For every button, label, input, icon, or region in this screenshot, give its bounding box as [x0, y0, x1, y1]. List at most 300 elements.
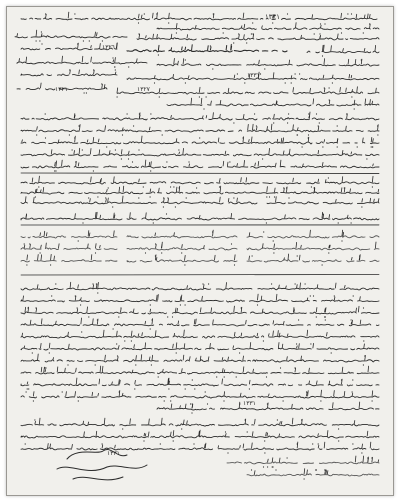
ascender-stroke: [240, 393, 241, 396]
diacritic-dot: [115, 149, 116, 150]
ascender-stroke: [278, 343, 279, 349]
ascender-stroke: [162, 418, 163, 424]
date-numeral: ١٣٣١: [107, 450, 120, 457]
ascender-stroke: [220, 197, 221, 202]
ascender-stroke: [300, 283, 301, 288]
diacritic-dot: [377, 134, 378, 135]
diacritic-dot: [128, 158, 129, 159]
diacritic-dot: [328, 177, 329, 178]
ascender-stroke: [151, 162, 152, 166]
ascender-stroke: [262, 26, 263, 28]
ascender-stroke: [200, 308, 201, 312]
ascender-stroke: [218, 446, 219, 448]
ascender-stroke: [243, 444, 244, 448]
ascender-stroke: [235, 255, 236, 260]
ascender-stroke: [123, 186, 124, 192]
diacritic-dot: [117, 355, 118, 356]
diacritic-dot: [45, 13, 46, 14]
diacritic-dot: [318, 443, 319, 444]
diacritic-dot: [41, 43, 42, 44]
ascender-stroke: [159, 89, 160, 93]
diacritic-dot: [119, 391, 120, 392]
ascender-stroke: [87, 140, 88, 142]
ascender-stroke: [171, 115, 172, 118]
ascender-stroke: [102, 366, 103, 372]
ascender-stroke: [103, 330, 104, 336]
ascender-stroke: [91, 46, 92, 49]
diacritic-dot: [234, 264, 235, 265]
ascender-stroke: [333, 403, 334, 408]
diacritic-dot: [263, 231, 264, 232]
ascender-stroke: [228, 88, 229, 92]
ascender-stroke: [378, 189, 379, 192]
ascender-stroke: [307, 470, 308, 474]
diacritic-dot: [199, 431, 200, 432]
ascender-stroke: [149, 357, 150, 360]
diacritic-dot: [233, 42, 234, 43]
ascender-stroke: [310, 88, 311, 92]
ascender-stroke: [171, 48, 172, 50]
ascender-stroke: [113, 60, 114, 62]
diacritic-dot: [41, 31, 42, 32]
ascender-stroke: [316, 308, 317, 313]
ascender-stroke: [25, 197, 26, 202]
diacritic-dot: [264, 440, 265, 441]
ascender-stroke: [348, 59, 349, 64]
ascender-stroke: [102, 84, 103, 88]
ascender-stroke: [347, 215, 348, 218]
ascender-stroke: [356, 14, 357, 18]
diacritic-dot: [297, 255, 298, 256]
diacritic-dot: [206, 96, 207, 97]
ascender-stroke: [153, 13, 154, 18]
diacritic-dot: [113, 328, 114, 329]
diacritic-dot: [324, 87, 325, 88]
diacritic-dot: [352, 443, 353, 444]
diacritic-dot: [320, 400, 321, 401]
ascender-stroke: [156, 258, 157, 261]
diacritic-dot: [185, 59, 186, 60]
diacritic-dot: [114, 66, 115, 67]
ascender-stroke: [269, 334, 270, 336]
ascender-stroke: [104, 85, 105, 89]
diacritic-dot: [233, 197, 234, 198]
diacritic-dot: [27, 388, 28, 389]
ascender-stroke: [220, 186, 221, 192]
ascender-stroke: [122, 196, 123, 202]
ascender-stroke: [220, 100, 221, 104]
diacritic-dot: [150, 304, 151, 305]
ascender-stroke: [108, 198, 109, 202]
diacritic-dot: [257, 304, 258, 305]
ascender-stroke: [276, 163, 277, 166]
ascender-stroke: [130, 419, 131, 424]
ascender-stroke: [196, 25, 197, 28]
diacritic-dot: [36, 40, 37, 41]
diacritic-dot: [138, 149, 139, 150]
ascender-stroke: [65, 368, 66, 372]
diacritic-dot: [295, 283, 296, 284]
ascender-stroke: [133, 309, 134, 312]
diacritic-dot: [329, 99, 330, 100]
ascender-stroke: [44, 367, 45, 372]
ascender-stroke: [99, 150, 100, 154]
ascender-stroke: [258, 294, 259, 300]
handwriting-line: [21, 166, 379, 168]
ascender-stroke: [322, 212, 323, 218]
diacritic-dot: [294, 367, 295, 368]
ascender-stroke: [336, 199, 337, 202]
ascender-stroke: [258, 161, 259, 166]
ascender-stroke: [292, 404, 293, 408]
ascender-stroke: [68, 12, 69, 18]
ascender-stroke: [187, 286, 188, 288]
ascender-stroke: [279, 285, 280, 288]
ascender-stroke: [173, 431, 174, 437]
date-numeral: ١٣٢١: [55, 86, 68, 93]
diacritic-dot: [319, 122, 320, 123]
ascender-stroke: [274, 244, 275, 248]
ascender-stroke: [96, 431, 97, 436]
ascender-stroke: [182, 47, 183, 50]
ascender-stroke: [88, 231, 89, 236]
diacritic-dot: [352, 379, 353, 380]
diacritic-dot: [247, 431, 248, 432]
ascender-stroke: [325, 470, 326, 474]
ascender-stroke: [226, 283, 227, 289]
ascender-stroke: [139, 34, 140, 38]
ascender-stroke: [184, 344, 185, 348]
ascender-stroke: [93, 137, 94, 142]
diacritic-dot: [168, 388, 169, 389]
diacritic-dot: [96, 283, 97, 284]
diacritic-dot: [369, 23, 370, 24]
ascender-stroke: [327, 471, 328, 474]
ascender-stroke: [289, 149, 290, 154]
diacritic-dot: [163, 197, 164, 198]
diacritic-dot: [229, 161, 230, 162]
ascender-stroke: [363, 138, 364, 142]
diacritic-dot: [32, 352, 33, 353]
diacritic-dot: [341, 379, 342, 380]
ascender-stroke: [78, 163, 79, 166]
handwriting-line: [127, 260, 237, 262]
ascender-stroke: [191, 98, 192, 104]
ascender-stroke: [371, 137, 372, 142]
ascender-stroke: [93, 285, 94, 288]
ascender-stroke: [105, 126, 106, 130]
diacritic-dot: [112, 57, 113, 58]
ascender-stroke: [231, 44, 232, 50]
diacritic-dot: [205, 391, 206, 392]
diacritic-dot: [75, 295, 76, 296]
ascender-stroke: [94, 70, 95, 74]
diacritic-dot: [316, 113, 317, 114]
date-numeral: ١٣٢٧: [137, 86, 150, 93]
diacritic-dot: [219, 186, 220, 187]
ascender-stroke: [163, 369, 164, 372]
diacritic-dot: [251, 33, 252, 34]
ascender-stroke: [157, 295, 158, 300]
ascender-stroke: [284, 188, 285, 192]
ascender-stroke: [23, 296, 24, 300]
ascender-stroke: [307, 392, 308, 396]
ascender-stroke: [43, 187, 44, 192]
diacritic-dot: [272, 22, 273, 23]
ascender-stroke: [59, 244, 60, 248]
diacritic-dot: [199, 96, 200, 97]
diacritic-dot: [55, 170, 56, 171]
ascender-stroke: [27, 382, 28, 384]
ascender-stroke: [234, 75, 235, 78]
diacritic-dot: [74, 13, 75, 14]
ascender-stroke: [362, 199, 363, 202]
ascender-stroke: [323, 75, 324, 78]
diacritic-dot: [190, 403, 191, 404]
ascender-stroke: [57, 367, 58, 372]
ascender-stroke: [37, 127, 38, 130]
ascender-stroke: [282, 344, 283, 348]
ascender-stroke: [196, 319, 197, 324]
ascender-stroke: [313, 343, 314, 348]
ascender-stroke: [324, 45, 325, 51]
diacritic-dot: [135, 364, 136, 365]
diacritic-dot: [34, 419, 35, 420]
ascender-stroke: [301, 245, 302, 248]
ascender-stroke: [134, 345, 135, 348]
ascender-stroke: [96, 244, 97, 248]
ascender-stroke: [100, 366, 101, 372]
ascender-stroke: [341, 188, 342, 192]
ascender-stroke: [296, 23, 297, 28]
ascender-stroke: [48, 444, 49, 449]
ascender-stroke: [308, 391, 309, 396]
handwriting-line: [157, 64, 379, 66]
ascender-stroke: [323, 214, 324, 218]
handwriting-line: [21, 202, 257, 204]
diacritic-dot: [82, 149, 83, 150]
diacritic-dot: [97, 319, 98, 320]
diacritic-dot: [163, 206, 164, 207]
diacritic-dot: [35, 196, 36, 197]
diacritic-dot: [75, 161, 76, 162]
ascender-stroke: [376, 88, 377, 92]
ascender-stroke: [62, 56, 63, 62]
diacritic-dot: [283, 187, 284, 188]
ascender-stroke: [70, 282, 71, 288]
ascender-stroke: [81, 298, 82, 300]
ascender-stroke: [252, 443, 253, 448]
ascender-stroke: [281, 421, 282, 424]
ascender-stroke: [354, 421, 355, 425]
ascender-stroke: [35, 421, 36, 424]
diacritic-dot: [26, 391, 27, 392]
diacritic-dot: [351, 96, 352, 97]
ascender-stroke: [318, 150, 319, 154]
ascender-stroke: [180, 406, 181, 408]
ascender-stroke: [373, 139, 374, 142]
diacritic-dot: [311, 186, 312, 187]
diacritic-dot: [143, 440, 144, 441]
diacritic-dot: [25, 443, 26, 444]
diacritic-dot: [132, 161, 133, 162]
ascender-stroke: [174, 233, 175, 236]
ascender-stroke: [123, 128, 124, 130]
ascender-stroke: [49, 343, 50, 348]
diacritic-dot: [151, 364, 152, 365]
ascender-stroke: [38, 354, 39, 360]
ascender-stroke: [368, 14, 369, 18]
ascender-stroke: [158, 295, 159, 301]
ascender-stroke: [225, 151, 226, 154]
diacritic-dot: [275, 469, 276, 470]
ascender-stroke: [299, 255, 300, 260]
handwriting-line: [21, 336, 379, 338]
ascender-stroke: [243, 13, 244, 18]
diacritic-dot: [156, 13, 157, 14]
diacritic-dot: [329, 87, 330, 88]
ascender-stroke: [287, 357, 288, 360]
diacritic-dot: [287, 122, 288, 123]
ascender-stroke: [181, 295, 182, 300]
ascender-stroke: [278, 331, 279, 337]
ascender-stroke: [115, 72, 116, 74]
diacritic-dot: [88, 316, 89, 317]
ascender-stroke: [98, 139, 99, 142]
ascender-stroke: [38, 255, 39, 261]
diacritic-dot: [246, 42, 247, 43]
ascender-stroke: [208, 357, 209, 360]
ascender-stroke: [177, 308, 178, 312]
underline-rule: [21, 173, 379, 174]
ascender-stroke: [121, 309, 122, 312]
diacritic-dot: [153, 222, 154, 223]
ascender-stroke: [62, 160, 63, 166]
ascender-stroke: [121, 150, 122, 155]
diacritic-dot: [185, 304, 186, 305]
ascender-stroke: [220, 179, 221, 183]
ascender-stroke: [156, 245, 157, 249]
ascender-stroke: [168, 199, 169, 203]
diacritic-dot: [286, 187, 287, 188]
ascender-stroke: [144, 433, 145, 436]
diacritic-dot: [264, 452, 265, 453]
ascender-stroke: [100, 215, 101, 218]
ascender-stroke: [318, 179, 319, 182]
ascender-stroke: [211, 308, 212, 312]
handwriting-line: [21, 448, 379, 450]
ascender-stroke: [205, 443, 206, 448]
diacritic-dot: [310, 295, 311, 296]
ascender-stroke: [179, 152, 180, 154]
ascender-stroke: [80, 125, 81, 131]
diacritic-dot: [38, 186, 39, 187]
ascender-stroke: [109, 151, 110, 154]
diacritic-dot: [196, 187, 197, 188]
diacritic-dot: [366, 158, 367, 159]
ascender-stroke: [213, 320, 214, 324]
ascender-stroke: [295, 368, 296, 372]
ascender-stroke: [51, 254, 52, 260]
ascender-stroke: [309, 381, 310, 384]
diacritic-dot: [252, 255, 253, 256]
diacritic-dot: [299, 73, 300, 74]
ascender-stroke: [91, 255, 92, 260]
diacritic-dot: [54, 170, 55, 171]
diacritic-dot: [95, 364, 96, 365]
ascender-stroke: [273, 73, 274, 78]
diacritic-dot: [308, 137, 309, 138]
handwriting-line: [15, 36, 127, 38]
ascender-stroke: [35, 189, 36, 192]
diacritic-dot: [316, 316, 317, 317]
handwriting-line: [21, 74, 117, 76]
ascender-stroke: [141, 355, 142, 360]
diacritic-dot: [285, 82, 286, 83]
diacritic-dot: [199, 137, 200, 138]
ascender-stroke: [277, 139, 278, 142]
ascender-stroke: [148, 432, 149, 436]
ascender-stroke: [178, 61, 179, 64]
ascender-stroke: [39, 418, 40, 424]
ascender-stroke: [119, 391, 120, 397]
diacritic-dot: [301, 419, 302, 420]
diacritic-dot: [27, 307, 28, 308]
diacritic-dot: [315, 469, 316, 470]
ascender-stroke: [46, 14, 47, 18]
ascender-stroke: [324, 89, 325, 93]
ascender-stroke: [145, 160, 146, 166]
diacritic-dot: [115, 69, 116, 70]
ascender-stroke: [75, 136, 76, 142]
ascender-stroke: [249, 140, 250, 143]
diacritic-dot: [29, 243, 30, 244]
ascender-stroke: [233, 346, 234, 348]
ascender-stroke: [203, 285, 204, 288]
ascender-stroke: [206, 116, 207, 119]
ascender-stroke: [174, 58, 175, 64]
diacritic-dot: [167, 316, 168, 317]
diacritic-dot: [158, 376, 159, 377]
ascender-stroke: [184, 420, 185, 424]
diacritic-dot: [155, 243, 156, 244]
ascender-stroke: [370, 24, 371, 28]
diacritic-dot: [168, 22, 169, 23]
ascender-stroke: [95, 32, 96, 36]
diacritic-dot: [267, 403, 268, 404]
diacritic-dot: [203, 108, 204, 109]
ascender-stroke: [324, 59, 325, 64]
ascender-stroke: [363, 456, 364, 462]
ascender-stroke: [276, 294, 277, 300]
ascender-stroke: [228, 198, 229, 202]
diacritic-dot: [322, 146, 323, 147]
ascender-stroke: [237, 164, 238, 167]
ascender-stroke: [90, 149, 91, 155]
ascender-stroke: [173, 74, 174, 78]
diacritic-dot: [133, 125, 134, 126]
signature-scribble: [57, 449, 147, 479]
ascender-stroke: [36, 30, 37, 36]
ascender-stroke: [213, 230, 214, 236]
diacritic-dot: [192, 379, 193, 380]
ascender-stroke: [272, 458, 273, 462]
ascender-stroke: [375, 242, 376, 248]
date-numeral: ١٣٣١: [247, 72, 260, 79]
ascender-stroke: [146, 36, 147, 38]
diacritic-dot: [264, 68, 265, 69]
diacritic-dot: [341, 32, 342, 33]
